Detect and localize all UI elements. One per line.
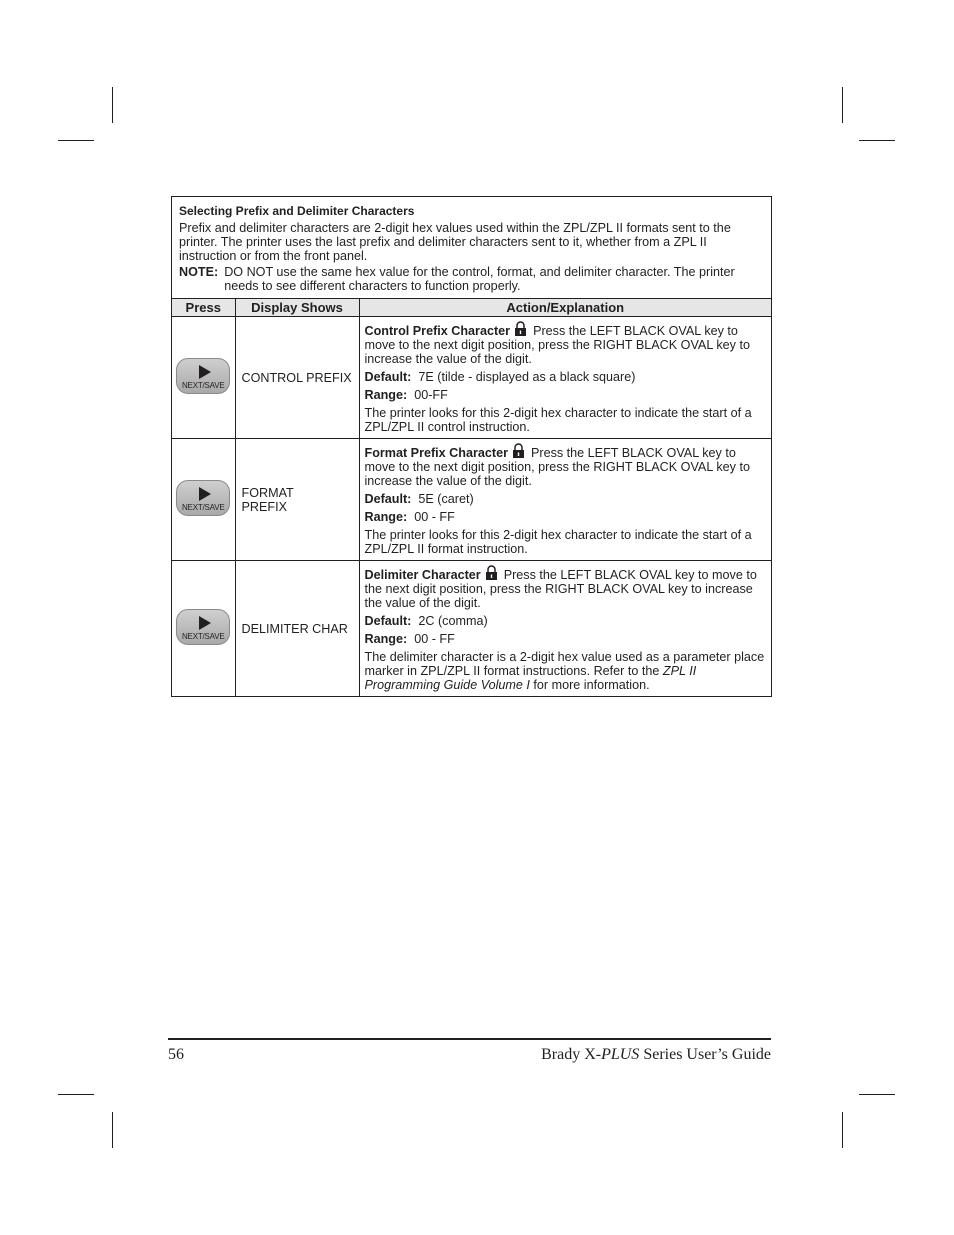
- crop-mark: [842, 87, 843, 123]
- explanation-post: for more information.: [533, 678, 650, 692]
- lock-icon: [485, 565, 498, 580]
- instruction-text: Press the LEFT BLACK OVAL key to move to the next digit position, press the RIGHT BLACK OVAL key to increase the value of the digit.: [364, 568, 757, 610]
- crop-mark: [112, 1112, 113, 1148]
- default-label: Default:: [364, 492, 412, 506]
- explanation-text: The printer looks for this 2-digit hex character to indicate the start of a ZPL/ZPL II format instruction.: [364, 528, 752, 556]
- display-cell: [235, 439, 359, 561]
- play-arrow-icon: [199, 487, 211, 501]
- explanation-text: [365, 650, 766, 692]
- header-press: Press: [172, 299, 235, 317]
- crop-mark: [859, 140, 895, 141]
- press-cell: [172, 317, 235, 439]
- action-cell: [359, 439, 771, 561]
- crop-mark: [842, 1112, 843, 1148]
- key-label: NEXT/SAVE: [181, 632, 225, 641]
- section-title: Selecting Prefix and Delimiter Characters: [179, 204, 415, 218]
- explanation-text: The printer looks for this 2-digit hex character to indicate the start of a ZPL/ZPL II control instruction.: [364, 406, 752, 434]
- press-cell: [172, 561, 235, 697]
- range-value: 00 - FF: [414, 510, 455, 524]
- range-label: Range:: [364, 388, 408, 402]
- parameter-heading: Control Prefix Character: [364, 324, 511, 338]
- footer-rule: [168, 1038, 771, 1040]
- header-display-shows: Display Shows: [235, 299, 359, 317]
- key-label: NEXT/SAVE: [181, 381, 225, 390]
- play-arrow-icon: [199, 365, 211, 379]
- play-arrow-icon: [199, 616, 211, 630]
- instruction-text: Press the LEFT BLACK OVAL key to move to the next digit position, press the RIGHT BLACK OVAL key to increase the value of the digit.: [364, 446, 750, 488]
- table-header-row: [172, 299, 771, 317]
- crop-mark: [58, 1094, 94, 1095]
- lock-icon: [514, 321, 527, 336]
- header-action-explanation: Action/Explanation: [359, 299, 771, 317]
- range-label: Range:: [364, 632, 408, 646]
- note: [179, 265, 764, 293]
- next-save-key[interactable]: [176, 609, 230, 645]
- display-cell: DELIMITER CHAR: [235, 561, 359, 697]
- display-line: FORMAT: [241, 485, 294, 500]
- display-line: PREFIX: [241, 499, 287, 514]
- guide-suffix: Series User’s Guide: [639, 1046, 771, 1063]
- action-cell: [359, 561, 771, 697]
- range-value: 00 - FF: [414, 632, 455, 646]
- crop-mark: [859, 1094, 895, 1095]
- default-value: 5E (caret): [418, 492, 474, 506]
- guide-italic: PLUS: [601, 1046, 640, 1063]
- settings-table-box: [171, 196, 772, 697]
- guide-title: [541, 1046, 771, 1064]
- settings-table: [172, 299, 771, 696]
- range-value: 00-FF: [414, 388, 448, 402]
- default-label: Default:: [364, 614, 412, 628]
- default-value: 7E (tilde - displayed as a black square): [418, 370, 636, 384]
- range-label: Range:: [364, 510, 408, 524]
- lock-icon: [512, 443, 525, 458]
- default-label: Default:: [364, 370, 412, 384]
- table-row: [172, 439, 771, 561]
- press-cell: [172, 439, 235, 561]
- parameter-heading: Format Prefix Character: [364, 446, 508, 460]
- next-save-key[interactable]: [176, 358, 230, 394]
- parameter-heading: Delimiter Character: [364, 568, 481, 582]
- guide-reference: ZPL II Programming Guide Volume I: [364, 664, 697, 692]
- default-value: 2C (comma): [418, 614, 488, 628]
- intro-body: Prefix and delimiter characters are 2-digit hex values used within the ZPL/ZPL II formats sent to the printer. The printer uses the last prefix and delimiter characters sent to it, whether from a ZPL II instruction or from the front panel.: [179, 221, 731, 263]
- instruction-text: Press the LEFT BLACK OVAL key to move to the next digit position, press the RIGHT BLACK OVAL key to increase the value of the digit.: [364, 324, 750, 366]
- intro-section: [172, 197, 771, 299]
- crop-mark: [58, 140, 94, 141]
- table-row: [172, 317, 771, 439]
- key-label: NEXT/SAVE: [181, 503, 225, 512]
- display-cell: CONTROL PREFIX: [235, 317, 359, 439]
- crop-mark: [112, 87, 113, 123]
- note-label: NOTE:: [179, 265, 219, 279]
- page-number: 56: [168, 1046, 184, 1063]
- explanation-pre: The delimiter character is a 2-digit hex value used as a parameter place marker in ZPL/ZPL II format instructions. Refer to the: [364, 650, 765, 678]
- action-cell: [359, 317, 771, 439]
- guide-prefix: Brady X-: [541, 1046, 602, 1063]
- next-save-key[interactable]: [176, 480, 230, 516]
- note-text: DO NOT use the same hex value for the control, format, and delimiter character. The printer needs to see different characters to function properly.: [224, 265, 735, 293]
- table-row: [172, 561, 771, 697]
